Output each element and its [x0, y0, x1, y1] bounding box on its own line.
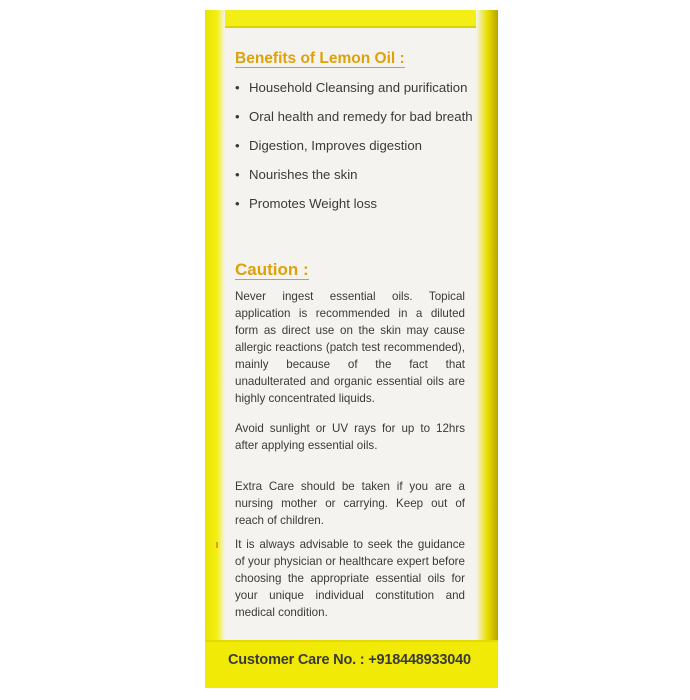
- print-mark: [216, 542, 218, 548]
- caution-paragraph-ingest: Never ingest essential oils. Topical application is recommended in a diluted form as direct use on the skin may cause allergic reactions (patch test recommended), mainly because of the fact that unadulterated and organic essential oils are highly concentrated liquids.: [235, 290, 465, 405]
- list-item: • Oral health and remedy for bad breath: [235, 109, 473, 124]
- bullet-icon: •: [235, 109, 240, 124]
- bullet-icon: •: [235, 80, 240, 95]
- bullet-icon: •: [235, 167, 240, 182]
- list-item: • Digestion, Improves digestion: [235, 138, 422, 153]
- box-right-edge: [476, 10, 498, 640]
- list-item: • Nourishes the skin: [235, 167, 358, 182]
- bullet-icon: •: [235, 138, 240, 153]
- benefits-list: [235, 80, 473, 225]
- benefits-heading: Benefits of Lemon Oil :: [235, 50, 405, 67]
- caution-paragraph-extra-care: Extra Care should be taken if you are a nursing mother or carrying. Keep out of reach of children.: [235, 480, 465, 527]
- box-top-flap: [205, 10, 498, 28]
- list-item: • Household Cleansing and purification: [235, 80, 468, 95]
- caution-heading: Caution :: [235, 260, 309, 279]
- caution-paragraph-advice: It is always advisable to seek the guidance of your physician or healthcare expert before choosing the appropriate essential oils for your unique individual constitution and medical condition.: [235, 538, 465, 619]
- box-left-edge: [205, 10, 225, 640]
- caution-paragraph-sunlight: Avoid sunlight or UV rays for up to 12hrs after applying essential oils.: [235, 422, 465, 452]
- list-item: • Promotes Weight loss: [235, 196, 378, 211]
- bullet-icon: •: [235, 196, 240, 211]
- customer-care-number: Customer Care No. : +918448933040: [228, 652, 471, 668]
